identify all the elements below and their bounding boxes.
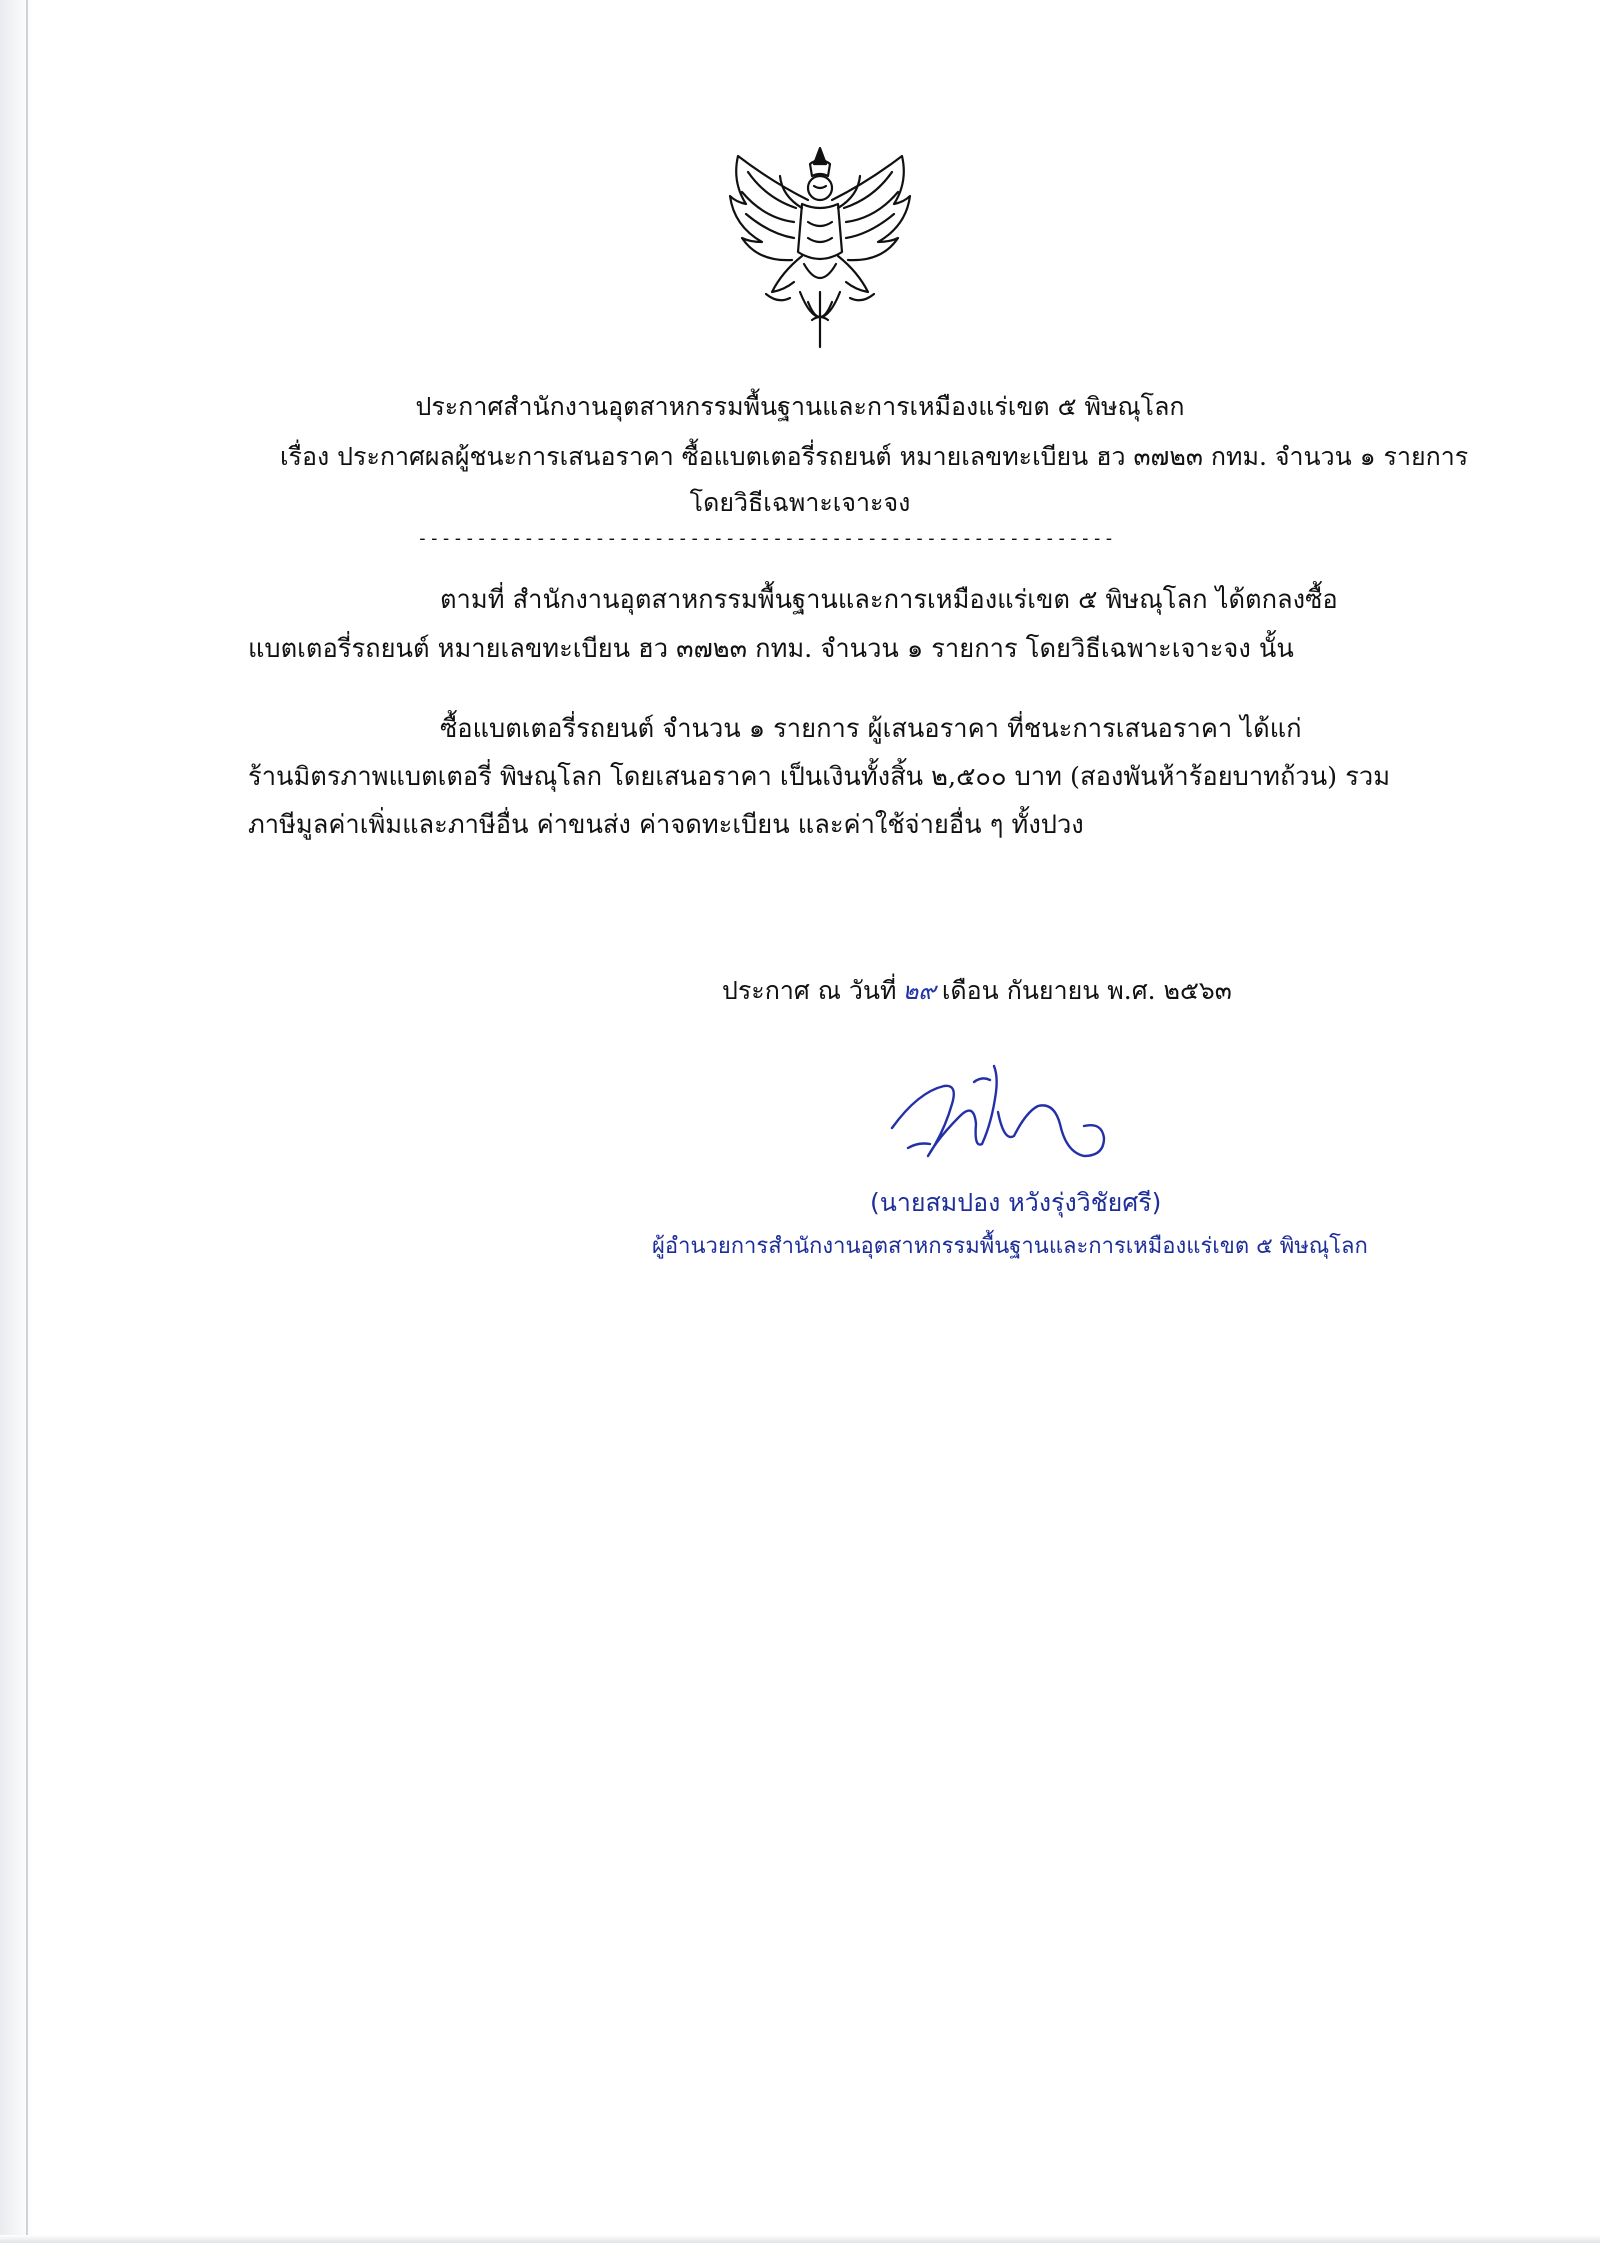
subject-line: เรื่อง ประกาศผลผู้ชนะการเสนอราคา ซื้อแบตเตอรี่รถยนต์ หมายเลขทะเบียน ฮว ๓๗๒๓ กทม. จำนวน ๑ รายการ [280,442,1469,471]
signer-name: (นายสมปอง หวังรุ่งวิชัยศรี) [870,1188,1162,1217]
date-suffix: เดือน กันยายน พ.ศ. ๒๕๖๓ [941,976,1232,1005]
paragraph-2-line-2: ร้านมิตรภาพแบตเตอรี่ พิษณุโลก โดยเสนอราคา เป็นเงินทั้งสิ้น ๒,๕๐๐ บาท (สองพันห้าร้อยบาทถ้วน) รวม [248,762,1391,792]
handwritten-day: ๒๙ [902,977,936,1005]
garuda-emblem-icon [722,142,918,352]
subject-line-continued: โดยวิธีเฉพาะเจาะจง [689,488,911,517]
paragraph-1-line-2: แบตเตอรี่รถยนต์ หมายเลขทะเบียน ฮว ๓๗๒๓ กทม. จำนวน ๑ รายการ โดยวิธีเฉพาะเจาะจง นั้น [248,634,1294,664]
announcement-date [722,974,1232,1008]
separator-line: ----------------------------------------------------------- [417,528,1116,549]
paragraph-2-line-1: ซื้อแบตเตอรี่รถยนต์ จำนวน ๑ รายการ ผู้เสนอราคา ที่ชนะการเสนอราคา ได้แก่ [440,714,1302,744]
signer-title: ผู้อำนวยการสำนักงานอุตสาหกรรมพื้นฐานและการเหมืองแร่เขต ๕ พิษณุโลก [652,1234,1368,1259]
date-prefix: ประกาศ ณ วันที่ [722,976,897,1005]
paper-bottom-edge [0,2235,1600,2243]
paper-left-edge [26,0,28,2243]
paragraph-2-line-3: ภาษีมูลค่าเพิ่มและภาษีอื่น ค่าขนส่ง ค่าจดทะเบียน และค่าใช้จ่ายอื่น ๆ ทั้งปวง [248,810,1084,840]
paragraph-1-line-1: ตามที่ สำนักงานอุตสาหกรรมพื้นฐานและการเหมืองแร่เขต ๕ พิษณุโลก ได้ตกลงซื้อ [440,585,1338,615]
handwritten-signature [878,1052,1148,1192]
announcement-title: ประกาศสำนักงานอุตสาหกรรมพื้นฐานและการเหมืองแร่เขต ๕ พิษณุโลก [415,392,1185,421]
scan-left-shadow [0,0,34,2243]
